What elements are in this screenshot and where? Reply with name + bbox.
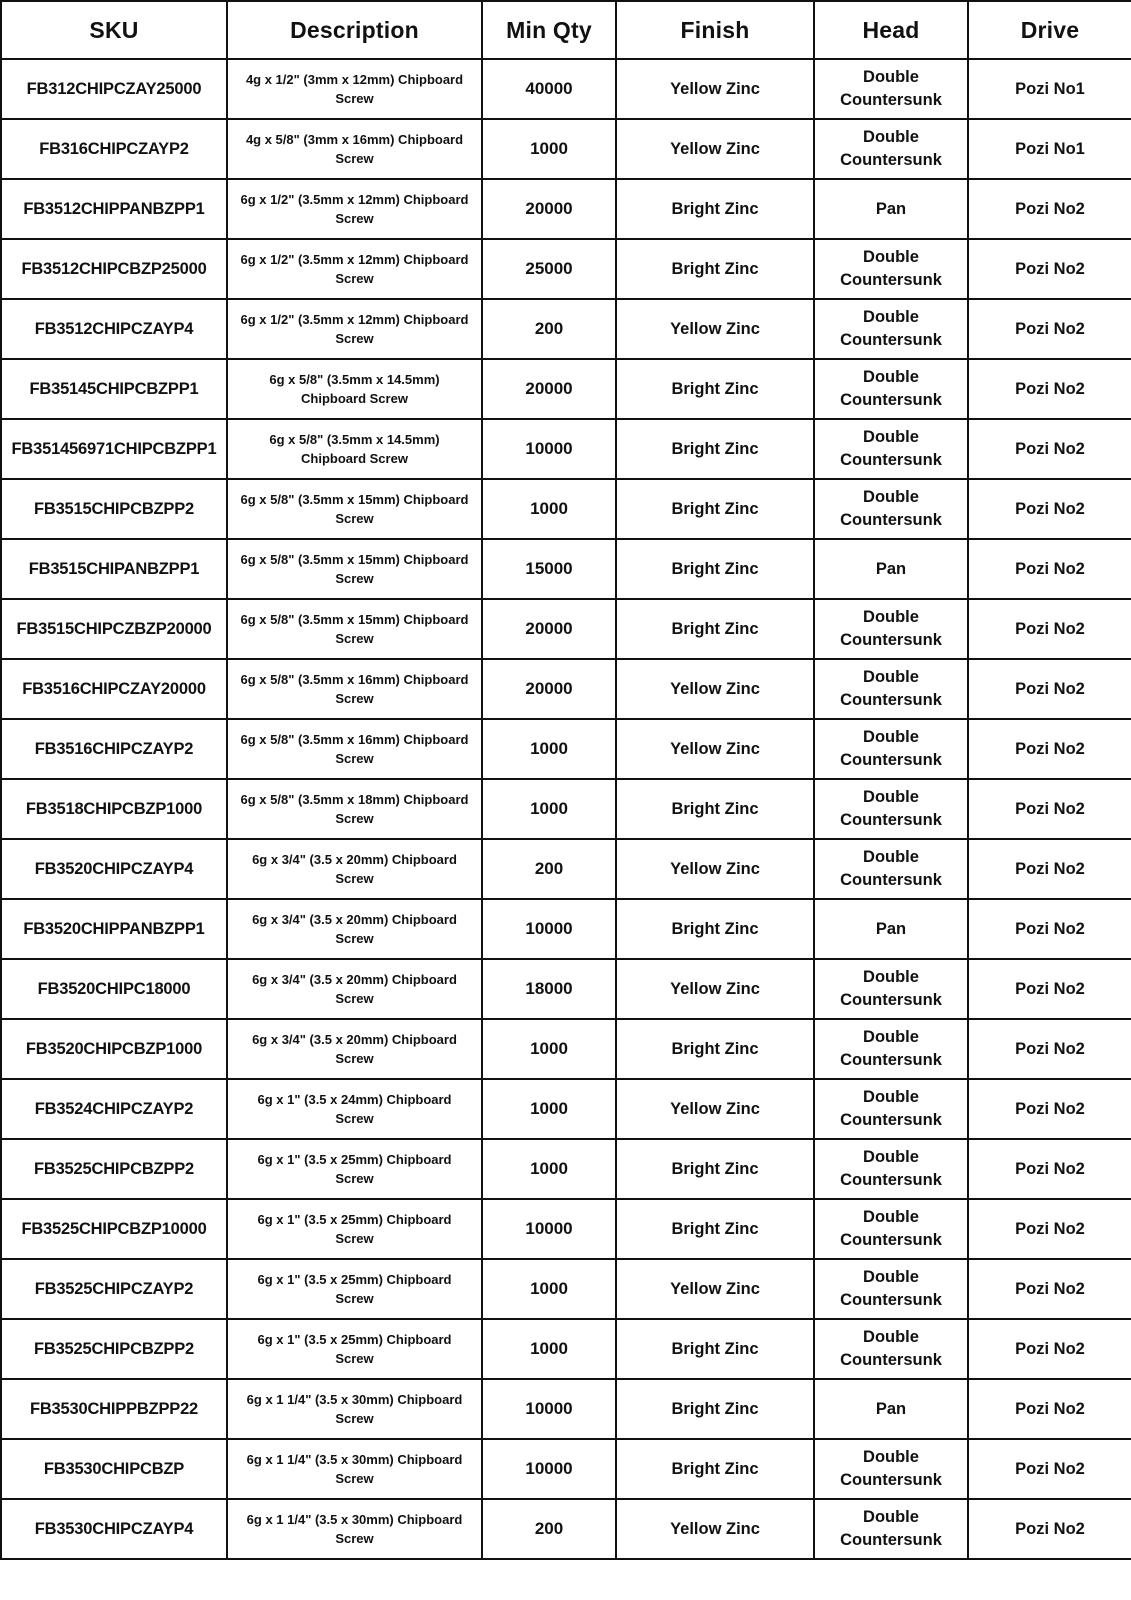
table-row xyxy=(1,659,1131,719)
cell-min-qty: 10000 xyxy=(482,1379,616,1439)
cell-description: 6g x 1/2" (3.5mm x 12mm) Chipboard Screw xyxy=(227,179,482,239)
cell-min-qty: 20000 xyxy=(482,659,616,719)
cell-min-qty: 40000 xyxy=(482,59,616,119)
cell-description: 6g x 5/8" (3.5mm x 16mm) Chipboard Screw xyxy=(227,719,482,779)
cell-drive: Pozi No2 xyxy=(968,1499,1131,1559)
cell-min-qty: 200 xyxy=(482,1499,616,1559)
cell-description: 6g x 1" (3.5 x 24mm) Chipboard Screw xyxy=(227,1079,482,1139)
cell-head: Double Countersunk xyxy=(814,839,968,899)
cell-finish: Bright Zinc xyxy=(616,1319,814,1379)
cell-description: 6g x 1 1/4" (3.5 x 30mm) Chipboard Screw xyxy=(227,1379,482,1439)
cell-drive: Pozi No2 xyxy=(968,719,1131,779)
cell-head: Double Countersunk xyxy=(814,1199,968,1259)
cell-finish: Bright Zinc xyxy=(616,239,814,299)
cell-head: Double Countersunk xyxy=(814,1439,968,1499)
table-row xyxy=(1,719,1131,779)
cell-head: Pan xyxy=(814,179,968,239)
cell-drive: Pozi No2 xyxy=(968,779,1131,839)
cell-finish: Yellow Zinc xyxy=(616,719,814,779)
cell-description: 6g x 5/8" (3.5mm x 14.5mm) Chipboard Screw xyxy=(227,359,482,419)
cell-drive: Pozi No2 xyxy=(968,959,1131,1019)
cell-finish: Bright Zinc xyxy=(616,599,814,659)
cell-description: 6g x 5/8" (3.5mm x 15mm) Chipboard Screw xyxy=(227,539,482,599)
cell-drive: Pozi No2 xyxy=(968,1079,1131,1139)
cell-min-qty: 10000 xyxy=(482,1199,616,1259)
cell-drive: Pozi No1 xyxy=(968,59,1131,119)
cell-head: Double Countersunk xyxy=(814,1499,968,1559)
cell-sku: FB316CHIPCZAYP2 xyxy=(1,119,227,179)
cell-head: Double Countersunk xyxy=(814,299,968,359)
cell-description: 6g x 1/2" (3.5mm x 12mm) Chipboard Screw xyxy=(227,239,482,299)
header-finish: Finish xyxy=(616,1,814,59)
cell-sku: FB3530CHIPPBZPP22 xyxy=(1,1379,227,1439)
cell-description: 6g x 1" (3.5 x 25mm) Chipboard Screw xyxy=(227,1319,482,1379)
cell-sku: FB3515CHIPCZBZP20000 xyxy=(1,599,227,659)
cell-finish: Bright Zinc xyxy=(616,539,814,599)
cell-sku: FB3512CHIPCBZP25000 xyxy=(1,239,227,299)
table-row xyxy=(1,1499,1131,1559)
cell-finish: Yellow Zinc xyxy=(616,299,814,359)
cell-sku: FB3518CHIPCBZP1000 xyxy=(1,779,227,839)
cell-sku: FB3524CHIPCZAYP2 xyxy=(1,1079,227,1139)
cell-drive: Pozi No2 xyxy=(968,1139,1131,1199)
cell-description: 6g x 1" (3.5 x 25mm) Chipboard Screw xyxy=(227,1259,482,1319)
cell-sku: FB3525CHIPCBZP10000 xyxy=(1,1199,227,1259)
header-drive: Drive xyxy=(968,1,1131,59)
table-row xyxy=(1,1439,1131,1499)
table-row xyxy=(1,359,1131,419)
table-row xyxy=(1,1019,1131,1079)
cell-finish: Yellow Zinc xyxy=(616,1499,814,1559)
cell-sku: FB3525CHIPCZAYP2 xyxy=(1,1259,227,1319)
table-row xyxy=(1,779,1131,839)
table-row xyxy=(1,539,1131,599)
cell-drive: Pozi No2 xyxy=(968,239,1131,299)
cell-description: 6g x 5/8" (3.5mm x 15mm) Chipboard Screw xyxy=(227,479,482,539)
cell-description: 6g x 3/4" (3.5 x 20mm) Chipboard Screw xyxy=(227,899,482,959)
table-body xyxy=(1,59,1131,1559)
cell-sku: FB3516CHIPCZAY20000 xyxy=(1,659,227,719)
cell-description: 6g x 3/4" (3.5 x 20mm) Chipboard Screw xyxy=(227,959,482,1019)
cell-sku: FB3515CHIPANBZPP1 xyxy=(1,539,227,599)
cell-min-qty: 1000 xyxy=(482,779,616,839)
cell-head: Pan xyxy=(814,539,968,599)
cell-finish: Yellow Zinc xyxy=(616,1079,814,1139)
cell-drive: Pozi No2 xyxy=(968,479,1131,539)
cell-min-qty: 200 xyxy=(482,839,616,899)
table-row xyxy=(1,119,1131,179)
cell-description: 6g x 5/8" (3.5mm x 18mm) Chipboard Screw xyxy=(227,779,482,839)
table-row xyxy=(1,839,1131,899)
cell-sku: FB35145CHIPCBZPP1 xyxy=(1,359,227,419)
cell-min-qty: 1000 xyxy=(482,719,616,779)
cell-head: Double Countersunk xyxy=(814,419,968,479)
header-min-qty: Min Qty xyxy=(482,1,616,59)
cell-description: 6g x 3/4" (3.5 x 20mm) Chipboard Screw xyxy=(227,839,482,899)
cell-finish: Bright Zinc xyxy=(616,1199,814,1259)
cell-finish: Bright Zinc xyxy=(616,359,814,419)
table-row xyxy=(1,1319,1131,1379)
cell-head: Double Countersunk xyxy=(814,719,968,779)
cell-description: 6g x 1 1/4" (3.5 x 30mm) Chipboard Screw xyxy=(227,1499,482,1559)
table-row xyxy=(1,59,1131,119)
cell-finish: Bright Zinc xyxy=(616,179,814,239)
cell-drive: Pozi No2 xyxy=(968,1439,1131,1499)
table-row xyxy=(1,299,1131,359)
cell-head: Double Countersunk xyxy=(814,239,968,299)
table-row xyxy=(1,479,1131,539)
cell-head: Double Countersunk xyxy=(814,119,968,179)
cell-finish: Bright Zinc xyxy=(616,1019,814,1079)
cell-finish: Bright Zinc xyxy=(616,1439,814,1499)
cell-head: Double Countersunk xyxy=(814,659,968,719)
cell-finish: Bright Zinc xyxy=(616,1379,814,1439)
cell-sku: FB3520CHIPC18000 xyxy=(1,959,227,1019)
cell-min-qty: 15000 xyxy=(482,539,616,599)
cell-head: Pan xyxy=(814,899,968,959)
cell-sku: FB3520CHIPPANBZPP1 xyxy=(1,899,227,959)
cell-min-qty: 20000 xyxy=(482,359,616,419)
cell-drive: Pozi No2 xyxy=(968,599,1131,659)
cell-drive: Pozi No2 xyxy=(968,839,1131,899)
table-row xyxy=(1,599,1131,659)
cell-sku: FB3515CHIPCBZPP2 xyxy=(1,479,227,539)
cell-sku: FB3516CHIPCZAYP2 xyxy=(1,719,227,779)
cell-drive: Pozi No2 xyxy=(968,1019,1131,1079)
cell-finish: Yellow Zinc xyxy=(616,839,814,899)
cell-drive: Pozi No2 xyxy=(968,419,1131,479)
cell-min-qty: 1000 xyxy=(482,1319,616,1379)
cell-drive: Pozi No2 xyxy=(968,299,1131,359)
cell-finish: Bright Zinc xyxy=(616,779,814,839)
table-row xyxy=(1,1199,1131,1259)
cell-min-qty: 1000 xyxy=(482,1259,616,1319)
cell-sku: FB351456971CHIPCBZPP1 xyxy=(1,419,227,479)
cell-min-qty: 200 xyxy=(482,299,616,359)
cell-sku: FB3512CHIPCZAYP4 xyxy=(1,299,227,359)
cell-drive: Pozi No2 xyxy=(968,1319,1131,1379)
cell-drive: Pozi No2 xyxy=(968,659,1131,719)
cell-description: 6g x 3/4" (3.5 x 20mm) Chipboard Screw xyxy=(227,1019,482,1079)
cell-sku: FB3525CHIPCBZPP2 xyxy=(1,1139,227,1199)
table-row xyxy=(1,239,1131,299)
cell-description: 6g x 1" (3.5 x 25mm) Chipboard Screw xyxy=(227,1199,482,1259)
table-row xyxy=(1,959,1131,1019)
cell-description: 4g x 1/2" (3mm x 12mm) Chipboard Screw xyxy=(227,59,482,119)
table-row xyxy=(1,1379,1131,1439)
cell-drive: Pozi No2 xyxy=(968,359,1131,419)
cell-description: 6g x 5/8" (3.5mm x 16mm) Chipboard Screw xyxy=(227,659,482,719)
cell-drive: Pozi No1 xyxy=(968,119,1131,179)
cell-head: Double Countersunk xyxy=(814,779,968,839)
cell-finish: Yellow Zinc xyxy=(616,59,814,119)
cell-finish: Bright Zinc xyxy=(616,419,814,479)
cell-description: 6g x 5/8" (3.5mm x 14.5mm) Chipboard Screw xyxy=(227,419,482,479)
cell-finish: Yellow Zinc xyxy=(616,119,814,179)
cell-sku: FB3525CHIPCBZPP2 xyxy=(1,1319,227,1379)
cell-sku: FB3520CHIPCZAYP4 xyxy=(1,839,227,899)
cell-drive: Pozi No2 xyxy=(968,1199,1131,1259)
cell-drive: Pozi No2 xyxy=(968,1379,1131,1439)
cell-min-qty: 10000 xyxy=(482,1439,616,1499)
cell-finish: Yellow Zinc xyxy=(616,1259,814,1319)
cell-head: Double Countersunk xyxy=(814,59,968,119)
cell-finish: Yellow Zinc xyxy=(616,659,814,719)
table-row xyxy=(1,1259,1131,1319)
cell-description: 6g x 1/2" (3.5mm x 12mm) Chipboard Screw xyxy=(227,299,482,359)
table-row xyxy=(1,899,1131,959)
cell-description: 6g x 1" (3.5 x 25mm) Chipboard Screw xyxy=(227,1139,482,1199)
cell-min-qty: 20000 xyxy=(482,599,616,659)
cell-drive: Pozi No2 xyxy=(968,899,1131,959)
cell-head: Double Countersunk xyxy=(814,1319,968,1379)
table-row xyxy=(1,1139,1131,1199)
header-sku: SKU xyxy=(1,1,227,59)
table-header-row xyxy=(1,1,1131,59)
cell-finish: Bright Zinc xyxy=(616,1139,814,1199)
header-head: Head xyxy=(814,1,968,59)
cell-head: Double Countersunk xyxy=(814,1139,968,1199)
cell-head: Pan xyxy=(814,1379,968,1439)
cell-head: Double Countersunk xyxy=(814,599,968,659)
cell-min-qty: 1000 xyxy=(482,479,616,539)
table-row xyxy=(1,179,1131,239)
cell-min-qty: 1000 xyxy=(482,1019,616,1079)
cell-min-qty: 10000 xyxy=(482,419,616,479)
cell-head: Double Countersunk xyxy=(814,1019,968,1079)
cell-min-qty: 25000 xyxy=(482,239,616,299)
cell-min-qty: 1000 xyxy=(482,1139,616,1199)
cell-head: Double Countersunk xyxy=(814,959,968,1019)
cell-finish: Bright Zinc xyxy=(616,899,814,959)
cell-description: 6g x 1 1/4" (3.5 x 30mm) Chipboard Screw xyxy=(227,1439,482,1499)
cell-head: Double Countersunk xyxy=(814,479,968,539)
cell-description: 6g x 5/8" (3.5mm x 15mm) Chipboard Screw xyxy=(227,599,482,659)
table-row xyxy=(1,1079,1131,1139)
cell-min-qty: 1000 xyxy=(482,1079,616,1139)
cell-sku: FB312CHIPCZAY25000 xyxy=(1,59,227,119)
cell-head: Double Countersunk xyxy=(814,1079,968,1139)
cell-drive: Pozi No2 xyxy=(968,179,1131,239)
cell-sku: FB3530CHIPCZAYP4 xyxy=(1,1499,227,1559)
table-row xyxy=(1,419,1131,479)
cell-sku: FB3530CHIPCBZP xyxy=(1,1439,227,1499)
cell-min-qty: 1000 xyxy=(482,119,616,179)
cell-drive: Pozi No2 xyxy=(968,1259,1131,1319)
cell-head: Double Countersunk xyxy=(814,359,968,419)
cell-finish: Bright Zinc xyxy=(616,479,814,539)
cell-min-qty: 20000 xyxy=(482,179,616,239)
header-description: Description xyxy=(227,1,482,59)
cell-sku: FB3512CHIPPANBZPP1 xyxy=(1,179,227,239)
cell-description: 4g x 5/8" (3mm x 16mm) Chipboard Screw xyxy=(227,119,482,179)
cell-min-qty: 10000 xyxy=(482,899,616,959)
cell-head: Double Countersunk xyxy=(814,1259,968,1319)
cell-drive: Pozi No2 xyxy=(968,539,1131,599)
cell-min-qty: 18000 xyxy=(482,959,616,1019)
cell-finish: Yellow Zinc xyxy=(616,959,814,1019)
cell-sku: FB3520CHIPCBZP1000 xyxy=(1,1019,227,1079)
